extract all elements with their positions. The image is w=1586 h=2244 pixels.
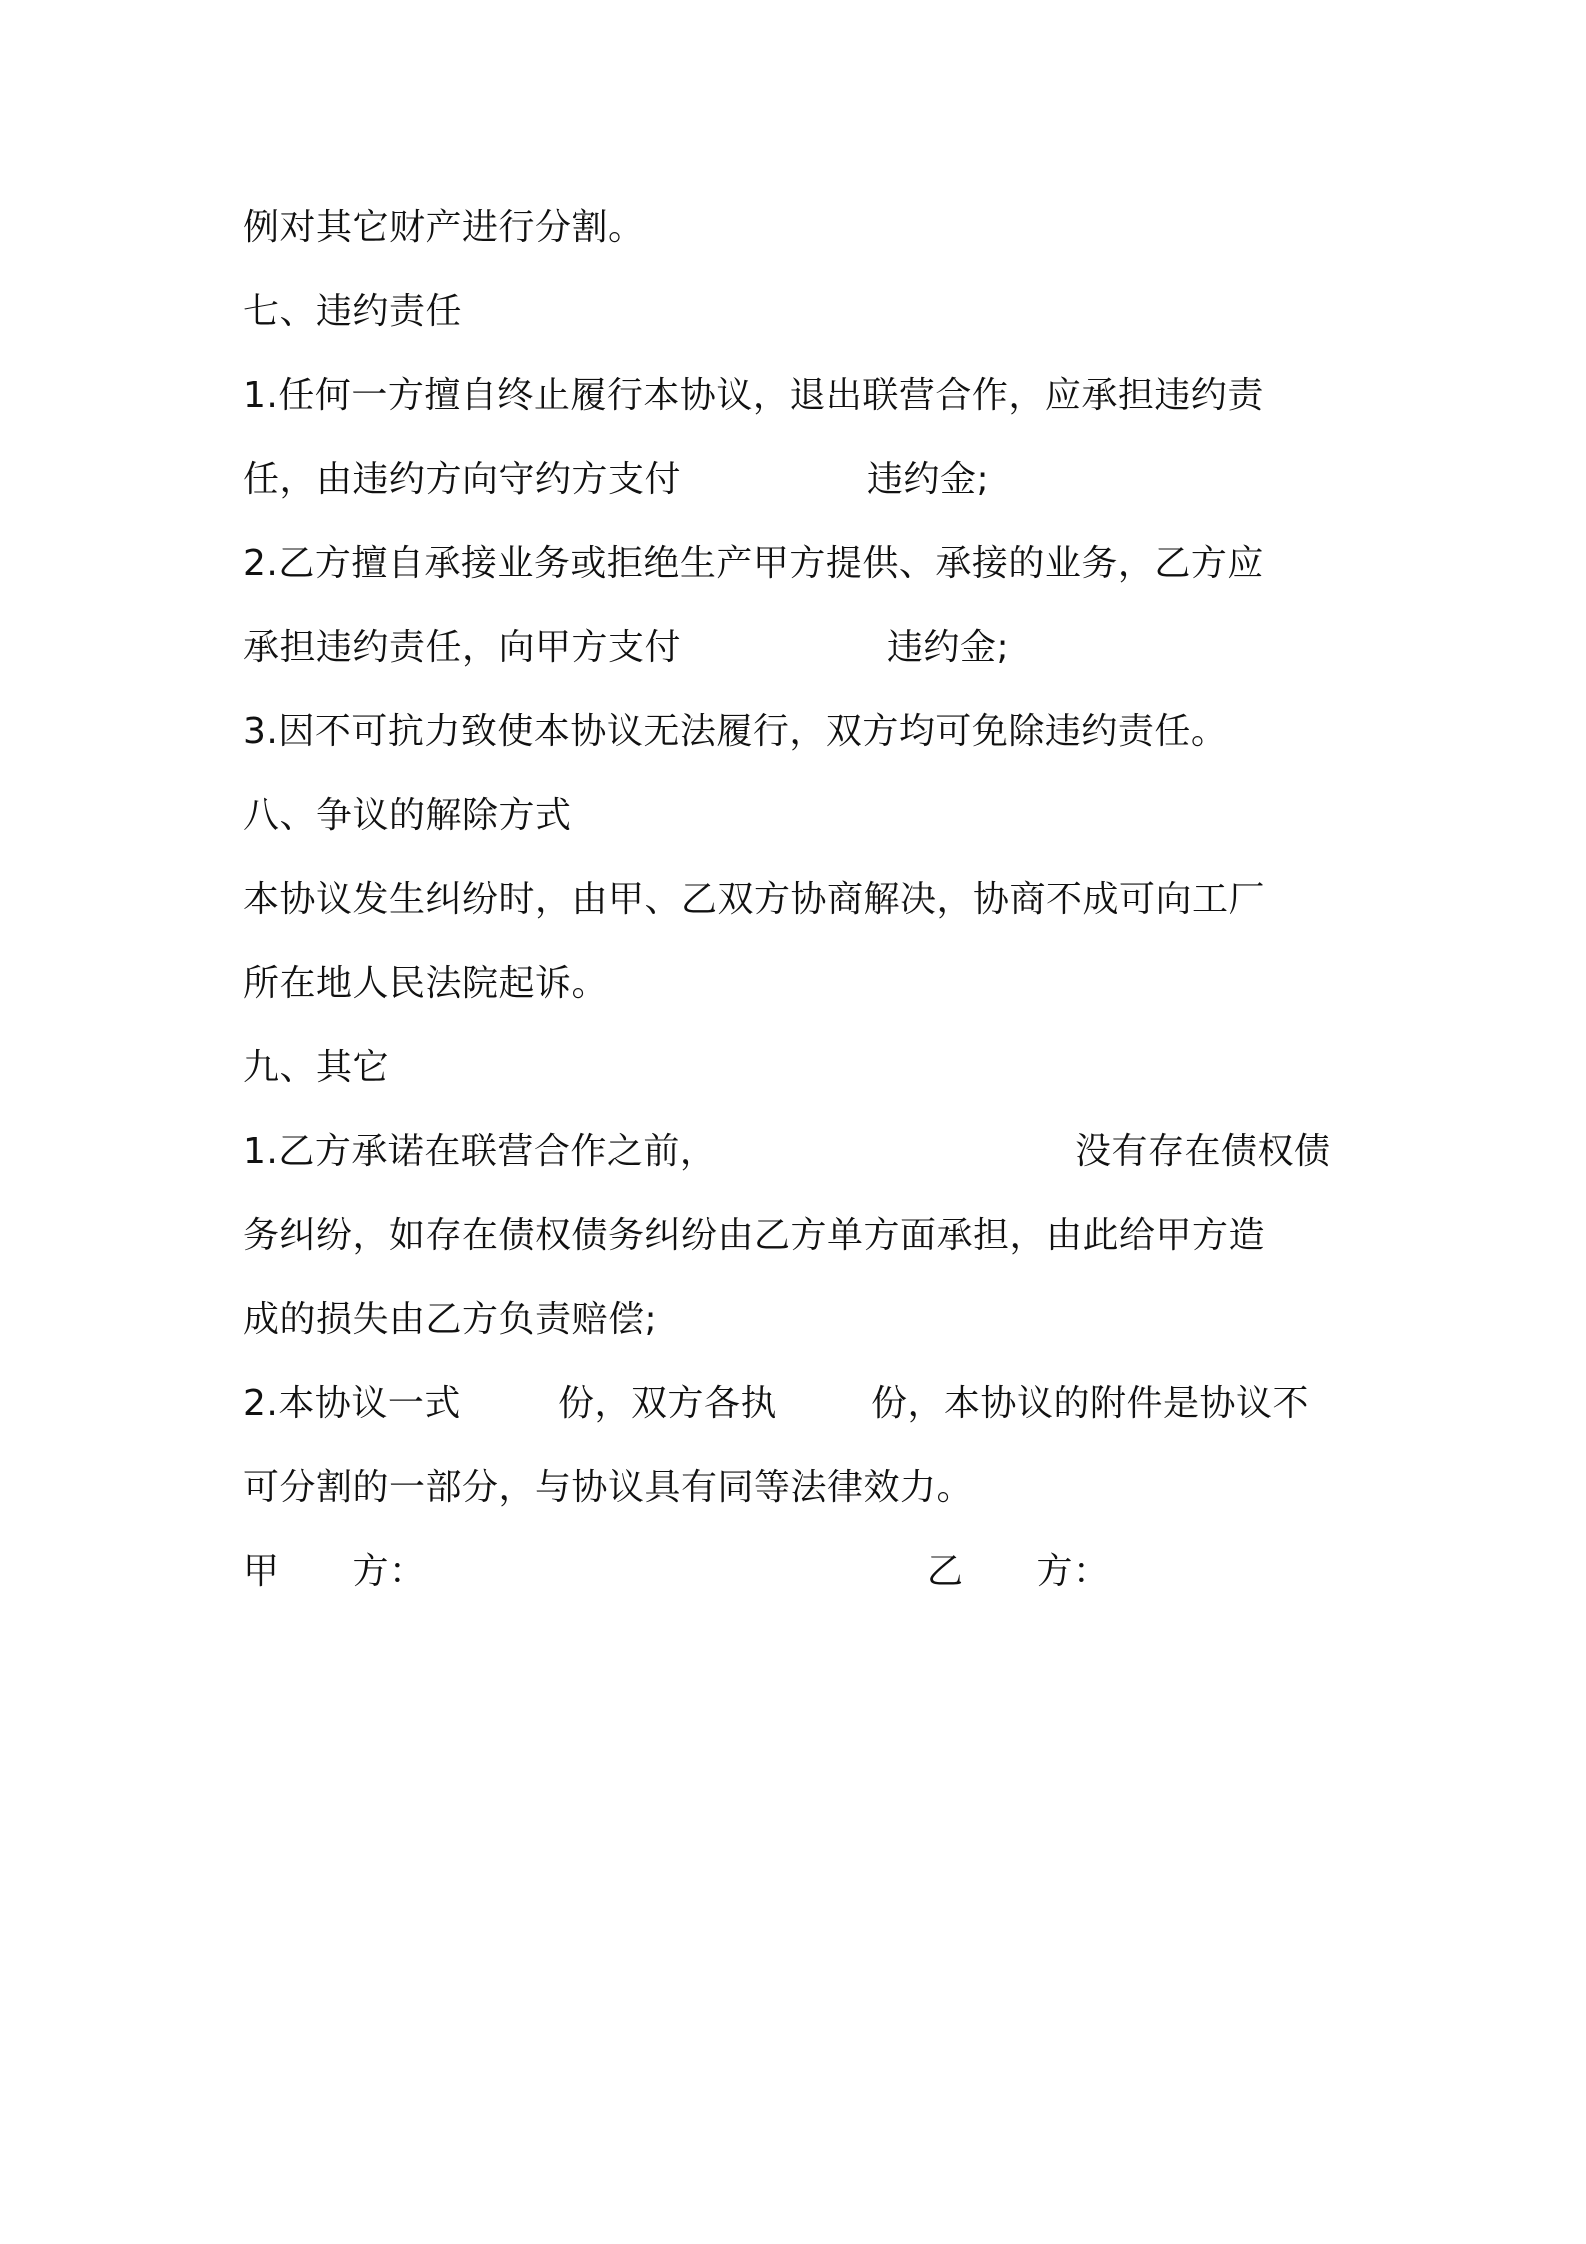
section-9-item-1-line-1	[243, 1130, 1343, 1174]
section-9-item-1-line-2: 务纠纷，如存在债权债务纠纷由乙方单方面承担，由此给甲方造	[243, 1215, 1266, 1256]
party-a-signature-label: 甲 方：	[243, 1551, 426, 1592]
section-7-item-2-line-2-text: 承担违约责任，向甲方支付	[243, 627, 682, 668]
section-9-item-2-line-1	[243, 1382, 1343, 1426]
section-9-heading: 九、其它	[243, 1047, 390, 1088]
section-7-heading: 七、违约责任	[243, 291, 463, 332]
signature-row	[243, 1550, 1343, 1594]
section-8-heading: 八、争议的解除方式	[243, 795, 572, 836]
section-7-item-2-line-2	[243, 626, 1343, 670]
section-9-item-2-each-party-label: 份，双方各执	[558, 1383, 778, 1424]
section-7-item-3: 3.因不可抗力致使本协议无法履行，双方均可免除违约责任。	[243, 711, 1228, 752]
section-9-item-2-annex-text: 份，本协议的附件是协议不	[871, 1383, 1310, 1424]
section-9-item-1-line-3: 成的损失由乙方负责赔偿;	[243, 1299, 658, 1340]
section-7-item-1-line-2	[243, 458, 1343, 502]
section-9-item-1-line-1-tail: 没有存在债权债	[1075, 1131, 1331, 1172]
section-9-item-2-copies-label: 2.本协议一式	[243, 1383, 461, 1424]
section-8-line-1: 本协议发生纠纷时，由甲、乙双方协商解决，协商不成可向工厂	[243, 879, 1266, 920]
section-8-line-2: 所在地人民法院起诉。	[243, 963, 609, 1004]
section-9-item-1-line-1-text: 1.乙方承诺在联营合作之前，	[243, 1131, 717, 1172]
section-7-item-2-line-1: 2.乙方擅自承接业务或拒绝生产甲方提供、承接的业务，乙方应	[243, 543, 1264, 584]
party-b-signature-label: 乙 方：	[927, 1551, 1110, 1592]
section-7-item-1-penalty-label: 违约金;	[867, 459, 990, 500]
section-7-item-1-line-2-text: 任，由违约方向守约方支付	[243, 459, 682, 500]
section-7-item-1-line-1: 1.任何一方擅自终止履行本协议，退出联营合作，应承担违约责	[243, 375, 1264, 416]
section-9-item-2-line-2: 可分割的一部分，与协议具有同等法律效力。	[243, 1467, 974, 1508]
section-7-item-2-penalty-label: 违约金;	[887, 627, 1010, 668]
continuation-line: 例对其它财产进行分割。	[243, 207, 645, 248]
